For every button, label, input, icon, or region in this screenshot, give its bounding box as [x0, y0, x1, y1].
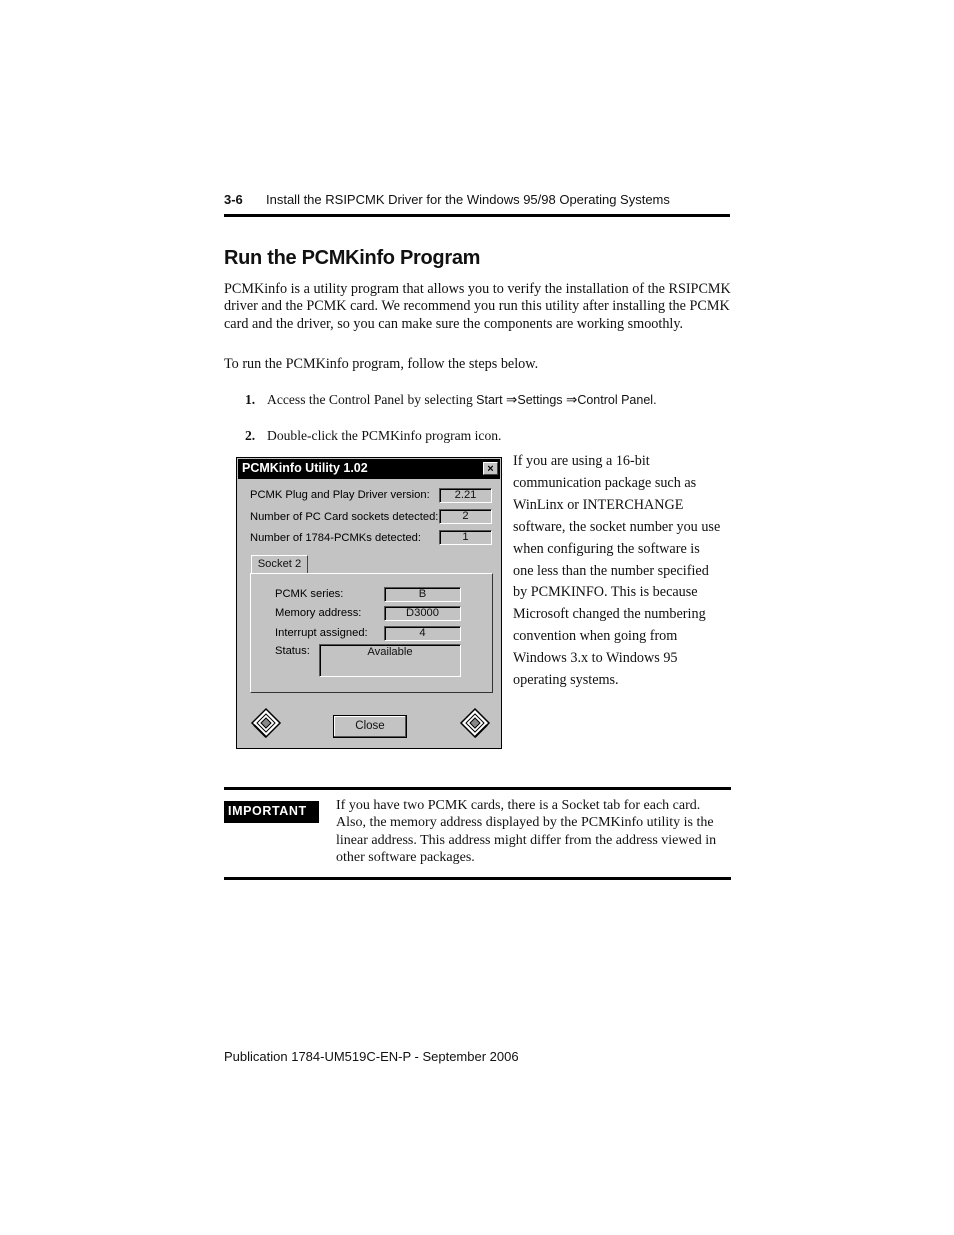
important-top-rule — [224, 787, 731, 790]
dialog-titlebar — [238, 459, 500, 479]
step-1 — [245, 392, 657, 408]
prev-icon[interactable] — [250, 707, 282, 739]
page-number: 3-6 — [224, 192, 243, 207]
arrow-icon: ⇒ — [565, 392, 578, 407]
series-label: PCMK series: — [275, 588, 344, 600]
next-icon[interactable] — [459, 707, 491, 739]
header-rule — [224, 214, 730, 217]
series-field: B — [384, 587, 461, 602]
step-text: Access the Control Panel by selecting — [267, 392, 477, 407]
important-bottom-rule — [224, 877, 731, 880]
driver-version-label: PCMK Plug and Play Driver version: — [250, 489, 430, 501]
section-heading: Run the PCMKinfo Program — [224, 247, 481, 269]
arrow-icon: ⇒ — [505, 392, 518, 407]
tab-socket-2[interactable]: Socket 2 — [251, 555, 308, 573]
intro-paragraph: PCMKinfo is a utility program that allows you to verify the installation of the RSIPCMK driver and the PCMK card. We recommend you run this utility after installing the PCMK card and the driver, so you can make sure the components are working smoothly. — [224, 281, 731, 332]
memory-label: Memory address: — [275, 607, 362, 619]
sidebar-note: If you are using a 16-bit communication package such as WinLinx or INTERCHANGE software, the socket number you use when configuring the software is one less than the number specified by PCMKINFO. This is because Microsoft changed the numbering convention when going from Windows 3.x to Windows 95 operating systems. — [513, 453, 721, 689]
sockets-field: 2 — [439, 509, 492, 524]
intro-paragraph-2: To run the PCMKinfo program, follow the steps below. — [224, 356, 539, 372]
pcmks-field: 1 — [439, 530, 492, 545]
important-badge: IMPORTANT — [224, 801, 319, 823]
driver-version-field: 2.21 — [439, 488, 492, 503]
step-2 — [245, 428, 501, 444]
menu-control-panel: Control Panel. — [577, 393, 657, 407]
pcmks-label: Number of 1784-PCMKs detected: — [250, 532, 422, 544]
memory-field: D3000 — [384, 606, 461, 621]
sockets-label: Number of PC Card sockets detected: — [250, 511, 439, 523]
chapter-title: Install the RSIPCMK Driver for the Windows 95/98 Operating Systems — [266, 192, 670, 207]
publication-footer: Publication 1784-UM519C-EN-P - September 2006 — [224, 1049, 519, 1064]
socket-panel — [250, 573, 493, 693]
status-field: Available — [319, 644, 461, 677]
interrupt-field: 4 — [384, 626, 461, 641]
status-label: Status: — [275, 645, 310, 657]
important-text: If you have two PCMK cards, there is a Socket tab for each card. Also, the memory address displayed by the PCMKinfo utility is the linear address. This address might differ from the address viewed in other software packages. — [336, 798, 717, 866]
interrupt-label: Interrupt assigned: — [275, 627, 368, 639]
dialog-title: PCMKinfo Utility 1.02 — [242, 461, 368, 475]
menu-start: Start — [476, 393, 503, 407]
step-number: 2. — [245, 428, 256, 443]
close-button[interactable]: Close — [333, 715, 407, 738]
close-icon[interactable]: × — [483, 462, 498, 475]
pcmkinfo-dialog — [236, 457, 502, 749]
step-number: 1. — [245, 392, 256, 407]
menu-settings: Settings — [517, 393, 563, 407]
step-text: Double-click the PCMKinfo program icon. — [267, 428, 502, 443]
